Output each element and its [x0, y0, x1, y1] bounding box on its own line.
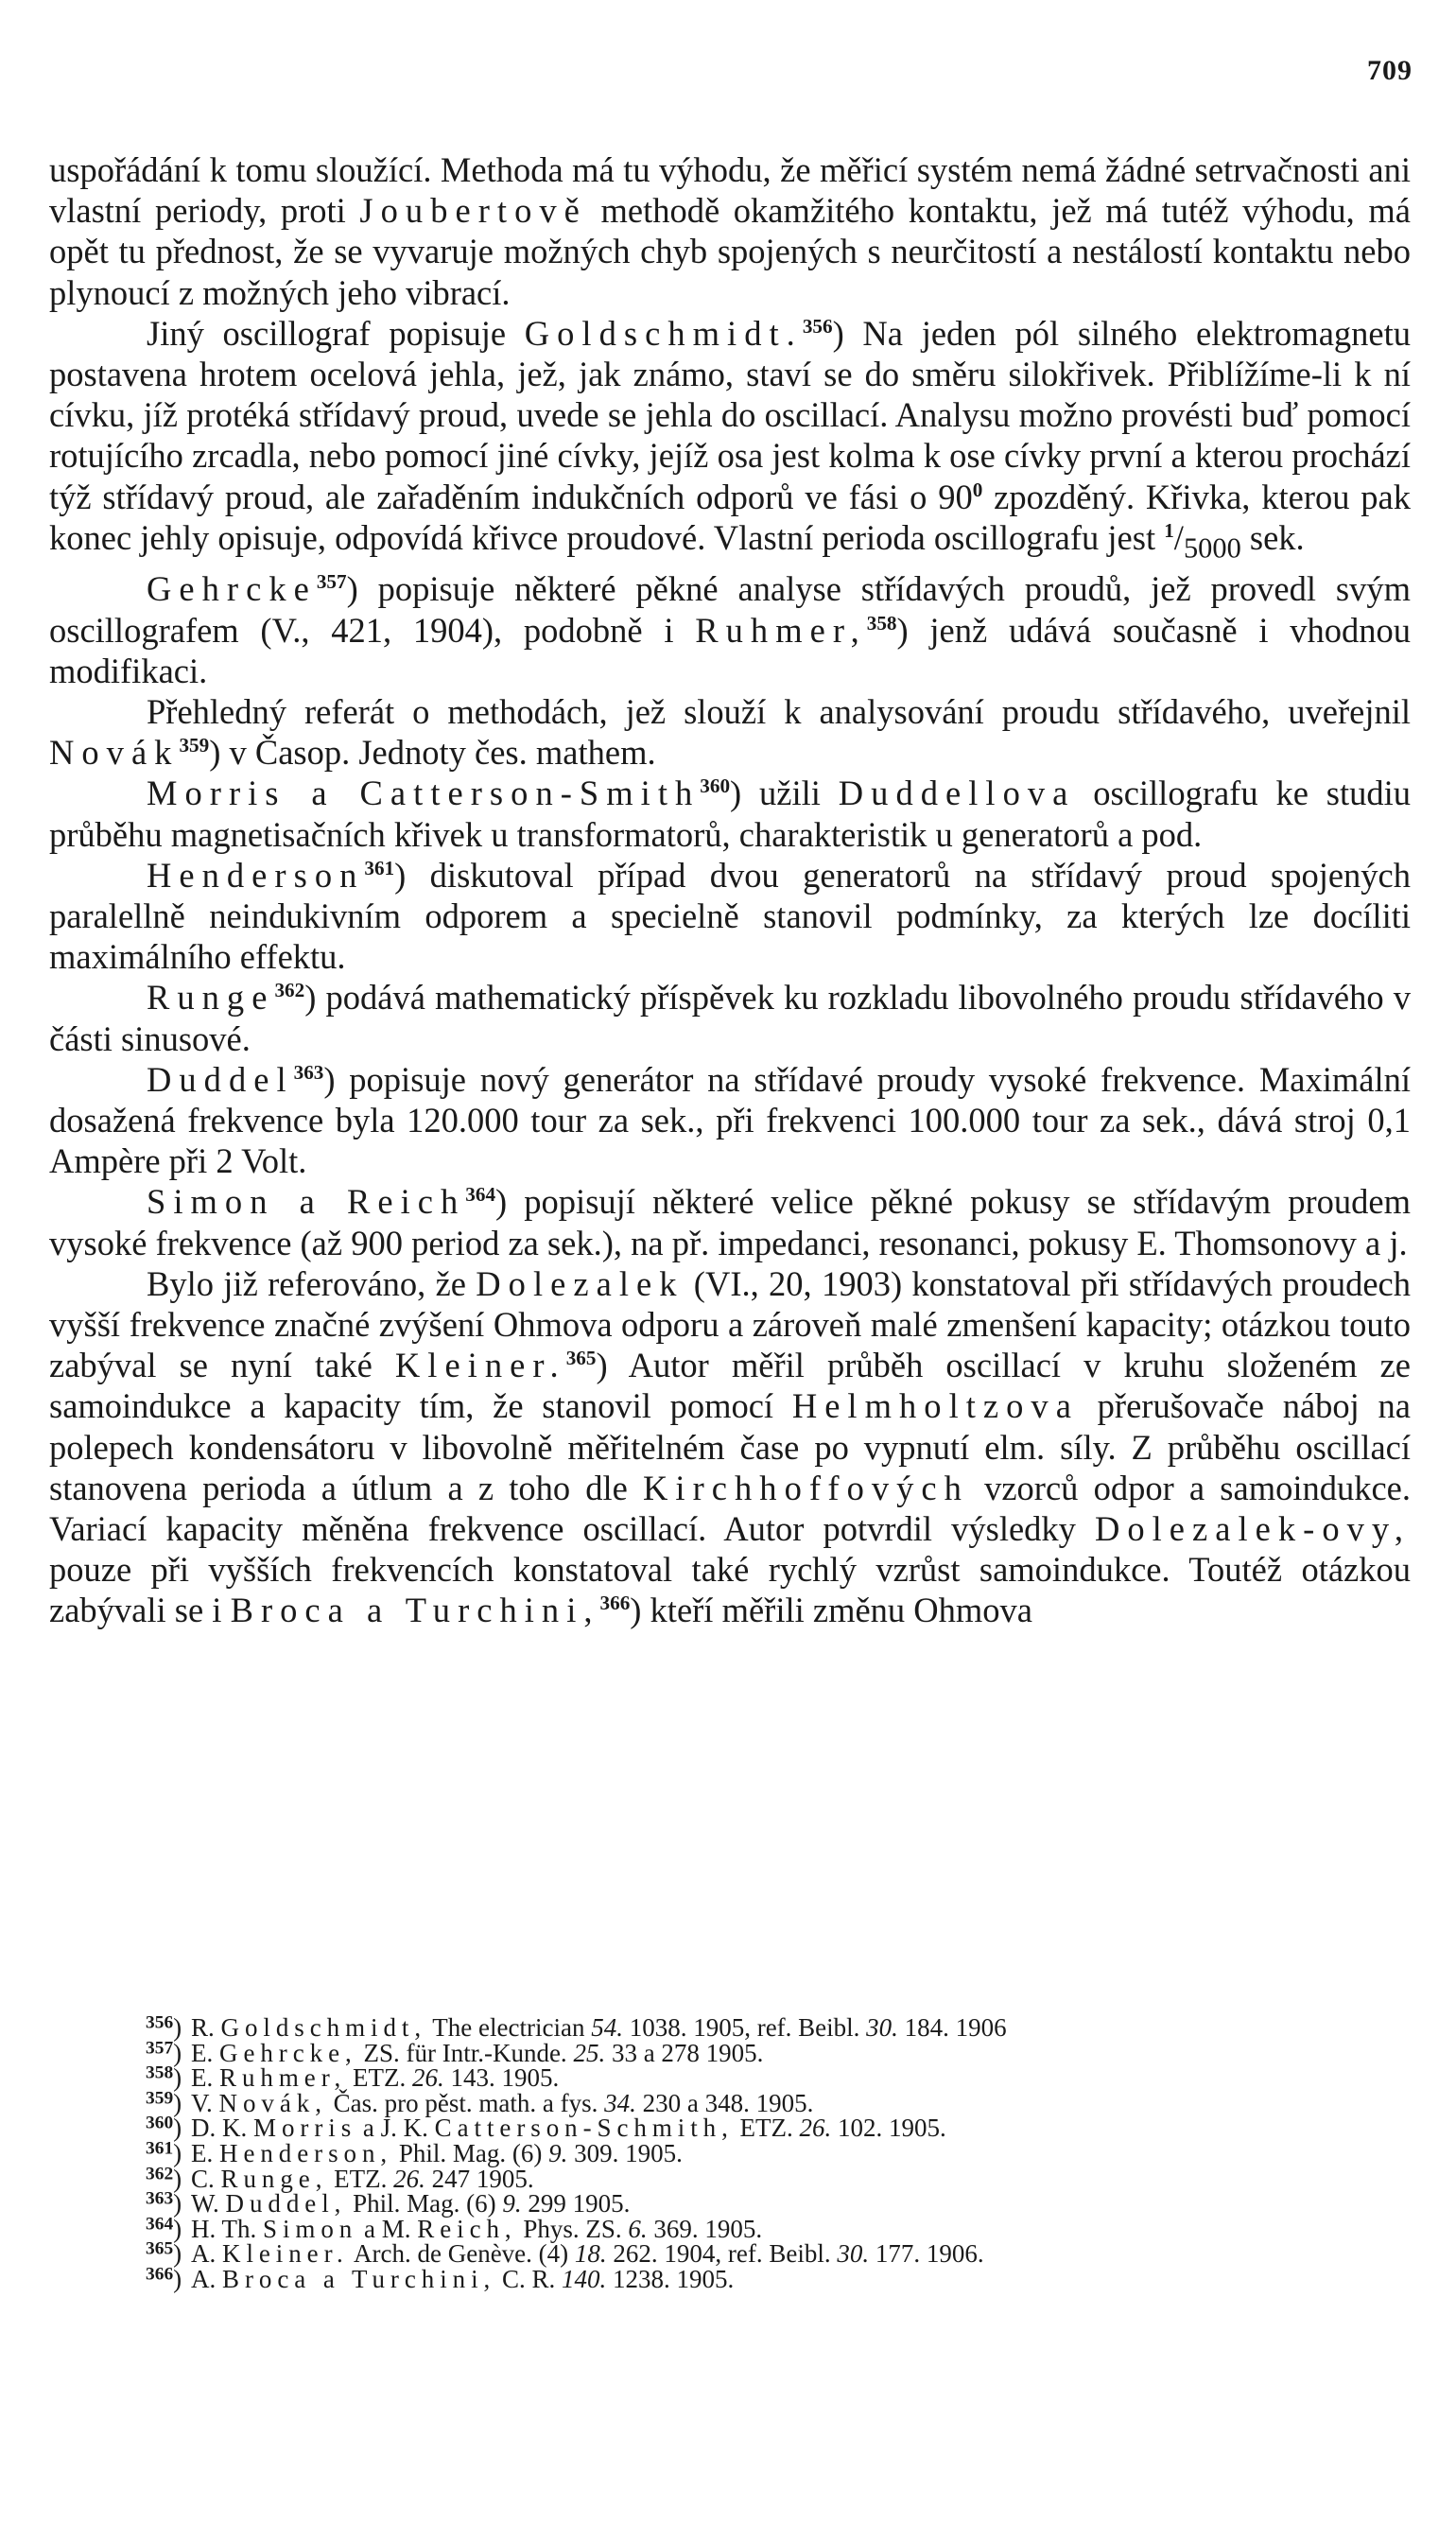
footnote-paren: ) [173, 2063, 182, 2093]
text-run: E. [191, 2038, 219, 2067]
text-run: ) popisuje některé pěkné analyse střídavých proudů, jež provedl svým oscillografem (V., 421, 1904), podobně i [49, 569, 1411, 650]
paragraph [49, 1059, 1411, 1182]
footnote [146, 2264, 1409, 2293]
author-name: Morris [253, 2114, 357, 2143]
footnote-ref: 0 [972, 478, 983, 501]
author-name: Goldschmidt, [220, 2013, 427, 2042]
volume-number: 25. [573, 2038, 606, 2067]
footnote-number: 363 [146, 2188, 174, 2209]
body-text [49, 149, 1411, 1631]
footnote [146, 2214, 1409, 2243]
footnote [146, 2188, 1409, 2218]
footnote-number: 358 [146, 2062, 174, 2083]
text-run: A. [191, 2239, 222, 2269]
footnote-ref: 364 [465, 1183, 496, 1207]
text-run: Phil. Mag. (6) [392, 2138, 549, 2167]
author-name: Catterson-Schmith, [434, 2114, 734, 2143]
author-name: Ruhmer, [695, 610, 867, 650]
text-run: Phil. Mag. (6) [346, 2189, 503, 2218]
text-run: a M. [357, 2214, 418, 2243]
volume-number: 30. [866, 2013, 898, 2042]
footnote-marker [146, 2012, 191, 2042]
author-name: Dolezalek [476, 1263, 685, 1303]
text-run: A. [191, 2264, 222, 2293]
text-run: H. Th. [191, 2214, 264, 2243]
volume-number: 26. [799, 2114, 832, 2143]
footnote-marker [146, 2163, 191, 2193]
text-run: 143. 1905. [443, 2063, 560, 2093]
text-run: ZS. für Intr.-Kunde. [356, 2038, 574, 2067]
text-run: 230 a 348. 1905. [635, 2088, 814, 2117]
volume-number: 140. [562, 2264, 607, 2293]
paragraph [49, 855, 1411, 978]
footnote-marker [146, 2264, 191, 2293]
volume-number: 26. [411, 2063, 444, 2093]
author-name: Novák, [218, 2088, 327, 2117]
text-run: 309. 1905. [567, 2138, 683, 2167]
footnote-number: 360 [146, 2113, 174, 2133]
footnote-number: 361 [146, 2138, 174, 2159]
page-number: 709 [1367, 55, 1413, 86]
paragraph [49, 773, 1411, 854]
footnote [146, 2088, 1409, 2117]
author-name: Goldschmidt. [524, 313, 803, 353]
footnote-ref: 356 [802, 314, 833, 338]
author-name: Joubertově [359, 191, 587, 231]
text-run: ) Autor měřil průběh oscillací v kruhu složeném ze samoindukce a kapacity tím, že stanovil pomocí [49, 1346, 1411, 1426]
text-run: oscillografu ke studiu průběhu magnetisačních křivek u transformatorů, charakteristik u generatorů a pod. [49, 774, 1411, 854]
text-run: C. [191, 2164, 221, 2193]
text-run: ) užili [730, 774, 839, 813]
author-name: Ruhmer, [219, 2063, 347, 2093]
text-run: přerušovače náboj na polepech kondensátoru v libovolně měřitelném čase po vypnutí elm. síly. Z průběhu oscillací stanovena perioda a útlum a z toho dle [49, 1386, 1412, 1507]
author-name: Runge [147, 978, 275, 1018]
text-run: uspořádání k tomu sloužící. Methoda má tu výhodu, že měřicí systém nemá žádné setrvačnosti ani vlastní periody, proti [49, 150, 1411, 231]
text-run: ETZ. [346, 2063, 412, 2093]
author-name: Kleiner. [222, 2239, 349, 2269]
footnote-paren: ) [173, 2239, 182, 2269]
text-run: 177. 1906. [869, 2239, 984, 2269]
text-run: vzorců odpor a samoindukce. Variací kapacity měněna frekvence oscillací. Autor potvrdil výsledky [49, 1468, 1412, 1548]
footnote-ref: 361 [364, 856, 395, 879]
footnote-ref: 357 [316, 570, 347, 594]
paragraph [49, 313, 1411, 569]
text-run: R. [191, 2013, 221, 2042]
author-name: Kirchhoffových [643, 1468, 969, 1507]
volume-number: 6. [628, 2214, 648, 2243]
text-run: 262. 1904, ref. Beibl. [606, 2239, 838, 2269]
footnote-paren: ) [173, 2038, 182, 2067]
author-name: Dolezalek-ovy, [1094, 1509, 1411, 1548]
footnotes [146, 2012, 1409, 2293]
footnote-paren: ) [173, 2088, 182, 2117]
volume-number: 18. [574, 2239, 607, 2269]
fraction-numerator: 1 [1164, 518, 1174, 542]
footnote-paren: ) [173, 2264, 182, 2293]
author-name: Runge, [220, 2164, 328, 2193]
text-run: Bylo již referováno, že [147, 1263, 477, 1303]
text-run: Phys. ZS. [516, 2214, 629, 2243]
text-run: C. R. [495, 2264, 562, 2293]
text-run: (VI., 20, 1903) konstatoval při střídavých proudech vyšší frekvence značné zvýšení Ohmova odporu a zároveň malé zmenšení kapacity; otázkou touto zabýval se nyní také [49, 1263, 1411, 1385]
volume-number: 9. [502, 2189, 522, 2218]
text-run: ) Na jeden pól silného elektromagnetu postavena hrotem ocelová jehla, jež, jak známo, staví se do směru silokřivek. Přiblížíme-li k ní cívku, jíž protéká střídavý proud, uvede se jehla do oscillací. Analysu možno provésti buď pomocí rotujícího zrcadla, nebo pomocí jiné cívky, jejíž osa jest kolma k ose cívky první a kterou prochází týž střídavý proud, ale zařaděním indukčních odporů ve fási o 90 [49, 313, 1411, 516]
footnote-ref: 362 [274, 979, 305, 1002]
footnote-ref: 359 [179, 734, 210, 757]
footnote [146, 2037, 1409, 2067]
text-run: E. [191, 2138, 219, 2167]
text-run: ) diskutoval případ dvou generatorů na střídavý proud spojených paralellně neindukivním odporem a specielně stanovil podmínky, za kterých lze docíliti maximálního effektu. [49, 855, 1411, 977]
text-run: 1038. 1905, ref. Beibl. [622, 2013, 867, 2042]
author-name: Novák [49, 733, 180, 773]
author-name: Gehrcke [147, 569, 317, 609]
paragraph [49, 149, 1411, 313]
author-name: Duddel, [225, 2189, 347, 2218]
author-name: Henderson, [219, 2138, 393, 2167]
paragraph [49, 568, 1411, 691]
footnote-paren: ) [173, 2189, 182, 2218]
text-run: a J. K. [356, 2114, 435, 2143]
volume-number: 54. [591, 2013, 623, 2042]
footnote-paren: ) [173, 2114, 182, 2143]
footnote-number: 365 [146, 2238, 174, 2259]
author-name: Simon [263, 2214, 358, 2243]
footnote-ref: 366 [599, 1592, 631, 1615]
author-name: Duddellova [838, 774, 1076, 813]
text-run: W. [191, 2189, 226, 2218]
text-run: methodě okamžitého kontaktu, jež má tutéž výhodu, má opět tu přednost, že se vyvaruje možných chyb spojených s neurčitostí a nestálostí kontaktu nebo plynoucí z možných jeho vibrací. [49, 191, 1411, 312]
text-run: ETZ. [327, 2164, 394, 2193]
author-name: Broca a Turchini, [222, 2264, 496, 2293]
fraction-denominator: 5000 [1183, 531, 1241, 565]
footnote [146, 2115, 1409, 2141]
footnote-marker [146, 2188, 191, 2218]
text-run: ) popisují některé velice pěkné pokusy se střídavým proudem vysoké frekvence (až 900 period za sek.), na př. impedanci, resonanci, pokusy E. Thomsonovy a j. [49, 1182, 1411, 1262]
footnote-marker [146, 2138, 191, 2167]
footnote-marker [146, 2115, 191, 2141]
text-run: ) kteří měřili změnu Ohmova [630, 1591, 1032, 1630]
text-run: ETZ. [733, 2114, 800, 2143]
volume-number: 26. [393, 2164, 425, 2193]
footnote [146, 2163, 1409, 2193]
fraction-slash: / [1173, 517, 1184, 557]
footnote [146, 2138, 1409, 2167]
text-run: V. [191, 2088, 219, 2117]
text-run: E. [191, 2063, 219, 2093]
author-name: Gehrcke, [219, 2038, 357, 2067]
text-run: ) podává mathematický příspěvek ku rozkladu libovolného proudu střídavého v části sinusové. [49, 978, 1411, 1058]
author-name: Helmholtzova [791, 1386, 1079, 1426]
fraction [1164, 517, 1241, 565]
footnote-marker [146, 2214, 191, 2243]
text-run: Arch. de Genève. (4) [348, 2239, 575, 2269]
author-name: Kleiner. [394, 1346, 566, 1385]
author-name: Henderson [147, 855, 365, 895]
text-run: 369. 1905. [647, 2214, 763, 2243]
footnote-ref: 360 [700, 774, 731, 798]
paragraph [49, 1263, 1411, 1631]
footnote-number: 366 [146, 2264, 174, 2285]
footnote-number: 356 [146, 2012, 174, 2033]
text-run: Přehledný referát o methodách, jež slouží k analysování proudu střídavého, uveřejnil [147, 691, 1411, 731]
volume-number: 34. [604, 2088, 636, 2117]
text-run: 1238. 1905. [606, 2264, 735, 2293]
footnote-marker [146, 2062, 191, 2093]
text-run: zpozděný. Křivka, kterou pak konec jehly opisuje, odpovídá křivce proudové. Vlastní perioda oscillografu jest [49, 477, 1411, 557]
footnote-number: 362 [146, 2163, 174, 2184]
footnote-marker [146, 2238, 191, 2269]
author-name: Duddel [147, 1059, 294, 1099]
author-name: Morris a Catterson-Smith [147, 774, 701, 813]
footnote-paren: ) [173, 2214, 182, 2243]
footnote-ref: 358 [866, 611, 897, 635]
text-run: 184. 1906 [897, 2013, 1007, 2042]
text-run: 247 1905. [425, 2164, 534, 2193]
footnote-number: 359 [146, 2088, 174, 2109]
paragraph [49, 977, 1411, 1058]
text-run: 33 a 278 1905. [605, 2038, 764, 2067]
volume-number: 9. [548, 2138, 568, 2167]
author-name: Reich, [417, 2214, 517, 2243]
text-run: sek. [1240, 517, 1305, 557]
footnote-paren: ) [173, 2138, 182, 2167]
text-run: D. K. [191, 2114, 253, 2143]
text-run: ) popisuje nový generátor na střídavé proudy vysoké frekvence. Maximální dosažená frekvence byla 120.000 tour za sek., při frekvenci 100.000 tour za sek., dává stroj 0,1 Ampère při 2 Volt. [49, 1059, 1411, 1181]
footnote-marker [146, 2088, 191, 2117]
footnote [146, 2012, 1409, 2042]
text-run: pouze při vyšších frekvencích konstatoval také rychlý vzrůst samoindukce. Toutéž otázkou zabývali se i [49, 1550, 1411, 1630]
footnote [146, 2238, 1409, 2269]
author-name: Broca a Turchini, [230, 1591, 600, 1630]
paragraph [49, 691, 1411, 773]
footnote-ref: 363 [293, 1060, 324, 1084]
text-run: Čas. pro pěst. math. a fys. [326, 2088, 605, 2117]
text-run: The electrician [426, 2013, 592, 2042]
paragraph [49, 1181, 1411, 1262]
text-run: 299 1905. [521, 2189, 631, 2218]
footnote [146, 2062, 1409, 2093]
text-run: 102. 1905. [831, 2114, 946, 2143]
volume-number: 30. [837, 2239, 870, 2269]
text-run: ) v Časop. Jednoty čes. mathem. [209, 733, 656, 773]
footnote-number: 364 [146, 2214, 174, 2235]
footnote-ref: 365 [565, 1347, 597, 1370]
author-name: Simon a Reich [147, 1182, 466, 1222]
text-run: ) jenž udává současně i vhodnou modifikaci. [49, 610, 1412, 690]
footnote-marker [146, 2037, 191, 2067]
text-run: Jiný oscillograf popisuje [147, 313, 525, 353]
footnote-paren: ) [173, 2164, 182, 2193]
footnote-paren: ) [173, 2013, 182, 2042]
footnote-number: 357 [146, 2037, 174, 2058]
